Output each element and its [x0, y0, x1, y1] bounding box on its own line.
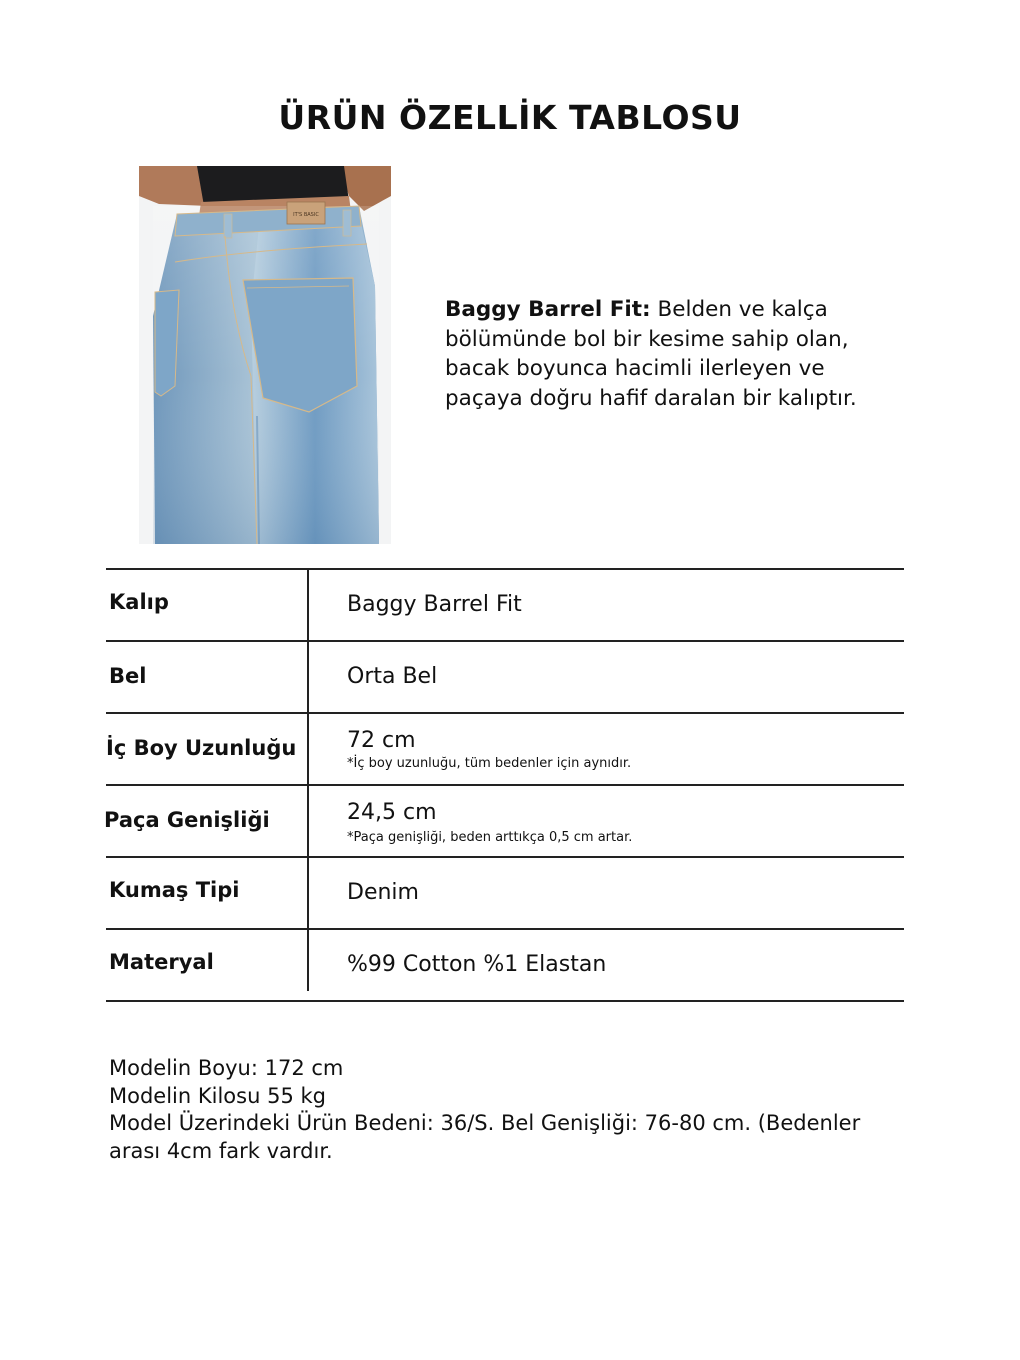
- row-label: Materyal: [109, 950, 214, 974]
- table-row-bel: [106, 642, 904, 714]
- table-row-ic-boy: [106, 714, 904, 786]
- fit-description-line: paçaya doğru hafif daralan bir kalıptır.: [445, 385, 857, 411]
- row-value: 24,5 cm: [347, 800, 437, 825]
- row-label: Bel: [109, 664, 147, 688]
- model-size: Model Üzerindeki Ürün Bedeni: 36/S. Bel Genişliği: 76-80 cm. (Bedenler: [109, 1111, 861, 1135]
- table-row-paca: [106, 786, 904, 858]
- model-size-note: arası 4cm fark vardır.: [109, 1138, 333, 1163]
- row-label: Paça Genişliği: [104, 808, 270, 832]
- model-info: [109, 1055, 909, 1165]
- row-value: Orta Bel: [347, 664, 438, 689]
- row-value: 72 cm: [347, 728, 416, 753]
- row-label: İç Boy Uzunluğu: [106, 736, 297, 760]
- row-note: *İç boy uzunluğu, tüm bedenler için aynıdır.: [347, 756, 632, 771]
- page-title: ÜRÜN ÖZELLİK TABLOSU: [278, 98, 742, 137]
- table-column-divider: [307, 568, 309, 991]
- table-row-kumas: [106, 858, 904, 930]
- row-label: Kalıp: [109, 590, 169, 614]
- model-weight: Modelin Kilosu 55 kg: [109, 1083, 326, 1108]
- fit-description-line: Belden ve kalça: [650, 297, 828, 322]
- row-value: Denim: [347, 880, 419, 905]
- fit-description-line: bölümünde bol bir kesime sahip olan,: [445, 326, 849, 352]
- spec-table: [106, 568, 904, 1002]
- row-note: *Paça genişliği, beden arttıkça 0,5 cm artar.: [347, 830, 633, 845]
- row-value: Baggy Barrel Fit: [347, 592, 522, 617]
- model-height: Modelin Boyu: 172 cm: [109, 1056, 344, 1080]
- row-label: Kumaş Tipi: [109, 878, 240, 902]
- fit-description: [445, 295, 925, 413]
- table-row-kalip: [106, 568, 904, 642]
- svg-text:IT'S BASIC: IT'S BASIC: [293, 212, 319, 218]
- table-row-materyal: [106, 930, 904, 1002]
- fit-description-line: bacak boyunca hacimli ilerleyen ve: [445, 356, 825, 381]
- row-value: %99 Cotton %1 Elastan: [347, 952, 607, 977]
- product-image: [139, 166, 391, 544]
- fit-description-label: Baggy Barrel Fit:: [445, 297, 651, 322]
